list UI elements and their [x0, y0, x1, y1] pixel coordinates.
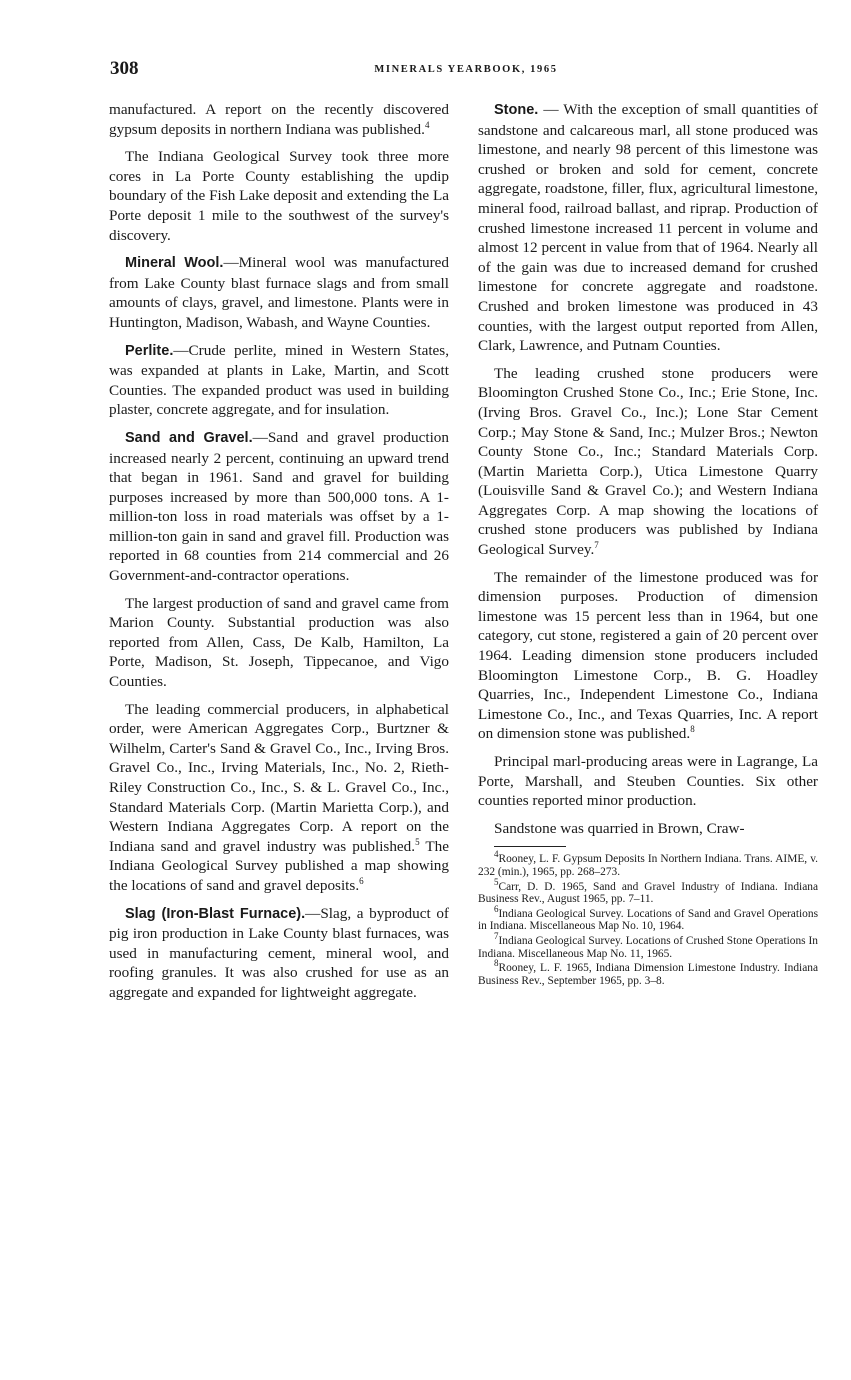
paragraph: The Indiana Geological Survey took three more cores in La Porte County establishing the updip boundary of the Fish Lake deposit and extending the La Porte deposit 1 mile to the southwest of the survey's discovery. [109, 148, 449, 244]
footnotes [478, 849, 818, 987]
footnote: $^5$Carr, D. D. 1965, Sand and Gravel Industry of Indiana. Indiana Business Rev., August 1965, pp. 7–11. [478, 876, 818, 906]
paragraph-stone: Stone. — With the exception of small quantities of sandstone and calcareous marl, all stone produced was limestone, and nearly 98 percent of this limestone was crushed or broken and sold for cement, concrete aggregate, roadstone, filler, flux, agricultural limestone, mineral food, railroad ballast, and riprap. Production of crushed limestone increased 11 percent in volume and almost 12 percent in value from that of 1964. Nearly all of the gain was due to increased demand for crushed limestone for concrete aggregate and roadstone. Crushed and broken limestone was produced in 43 counties, with the largest output reported from Allen, Clark, Lawrence, and Putnam Counties. [478, 101, 818, 355]
paragraph-perlite: Perlite.—Crude perlite, mined in Western States, was expanded at plants in Lake, Martin, and Scott Counties. The expanded product was used in building plaster, concrete aggregate, and for insulation. [109, 341, 449, 419]
paragraph-sand-gravel: Sand and Gravel.—Sand and gravel production increased nearly 2 percent, continuing an upward trend that began in 1961. Sand and gravel for building purposes increased by more than 500,000 tons. A 1-million-ton loss in road materials was offset by a 1-million-ton gain in sand and gravel fill. Production was reported in 68 counties from 214 commercial and 26 Government-and-contractor operations. [109, 428, 449, 585]
left-column [109, 100, 449, 1011]
paragraph: The leading commercial producers, in alphabetical order, were American Aggregates Corp., Burtzner & Wilhelm, Carter's Sand & Gravel Co., Inc., Irving Bros. Gravel Co., Inc., Irving Materials, Inc., No. 2, Rieth-Riley Construction Co., Inc., S. & L. Gravel Co., Inc., Standard Materials Corp. (Martin Marietta Corp.), and Western Indiana Aggregates Corp. A report on the Indiana sand and gravel industry was published.$^5$ The Indiana Geological Survey published a map showing the locations of sand and gravel deposits.$^6$ [109, 700, 449, 894]
page-number: 308 [110, 58, 139, 79]
footnote: $^7$Indiana Geological Survey. Locations of Crushed Stone Operations In Indiana. Miscellaneous Map No. 11, 1965. [478, 931, 818, 960]
paragraph-mineral-wool: Mineral Wool.—Mineral wool was manufactured from Lake County blast furnace slags and from small amounts of clays, gravel, and limestone. Plants were in Huntington, Madison, Wabash, and Wayne Counties. [109, 254, 449, 331]
paragraph: The leading crushed stone producers were Bloomington Crushed Stone Co., Inc.; Erie Stone, Inc. (Irving Bros. Gravel Co., Inc.); Lone Star Cement Corp.; May Stone & Sand, Inc.; Mulzer Bros.; Newton County Stone Co., Inc.; Standard Materials Corp. (Martin Marietta Corp.), Utica Limestone Quarry (Louisville Sand & Gravel Co.); and Western Indiana Aggregates Corp. A map showing the locations of crushed stone producers was published by Indiana Geological Survey.$^7$ [478, 364, 818, 559]
section-heading: Stone. [494, 102, 539, 118]
section-heading: Mineral Wool. [125, 255, 224, 272]
right-column [478, 100, 818, 989]
section-heading: Sand and Gravel. [125, 429, 253, 446]
footnote-divider [494, 846, 566, 847]
paragraph-slag: Slag (Iron-Blast Furnace).—Slag, a byproduct of pig iron production in Lake County blast furnaces, was used in manufacturing cement, mineral wool, and roofing granules. It was also crushed for use as an aggregate and expanded for lightweight aggregate. [109, 904, 449, 1001]
paragraph: Sandstone was quarried in Brown, Craw- [494, 819, 745, 837]
footnote: $^8$Rooney, L. F. 1965, Indiana Dimension Limestone Industry. Indiana Business Rev., September 1965, pp. 3–8. [478, 958, 818, 987]
paragraph: The remainder of the limestone produced was for dimension purposes. Production of dimension limestone was 15 percent less than in 1964, but one category, cut stone, registered a gain of 20 percent over 1964. Leading dimension stone producers included Bloomington Limestone Corp., B. G. Hoadley Quarries, Inc., Independent Limestone Co., Indiana Limestone Co., Inc., and Texas Quarries, Inc. A report on dimension stone was published.$^8$ [478, 568, 818, 743]
paragraph: manufactured. A report on the recently discovered gypsum deposits in northern Indiana was published.$^4$ [109, 101, 449, 138]
page-header [110, 58, 822, 80]
running-title: MINERALS YEARBOOK, 1965 [374, 64, 558, 75]
paragraph: Principal marl-producing areas were in Lagrange, La Porte, Marshall, and Steuben Counties. Six other counties reported minor production. [478, 753, 818, 810]
paragraph: The largest production of sand and gravel came from Marion County. Substantial production was also reported from Allen, Cass, De Kalb, Hamilton, La Porte, Madison, St. Joseph, Tippecanoe, and Vigo Counties. [109, 594, 449, 691]
section-heading: Perlite. [125, 342, 174, 359]
footnote: $^6$Indiana Geological Survey. Locations of Sand and Gravel Operations in Indiana. Miscellaneous Map No. 10, 1964. [478, 903, 818, 933]
section-heading: Slag (Iron-Blast Furnace). [125, 905, 306, 922]
footnote: $^4$Rooney, L. F. Gypsum Deposits In Northern Indiana. Trans. AIME, v. 232 (min.), 1965, pp. 268–273. [478, 849, 818, 878]
